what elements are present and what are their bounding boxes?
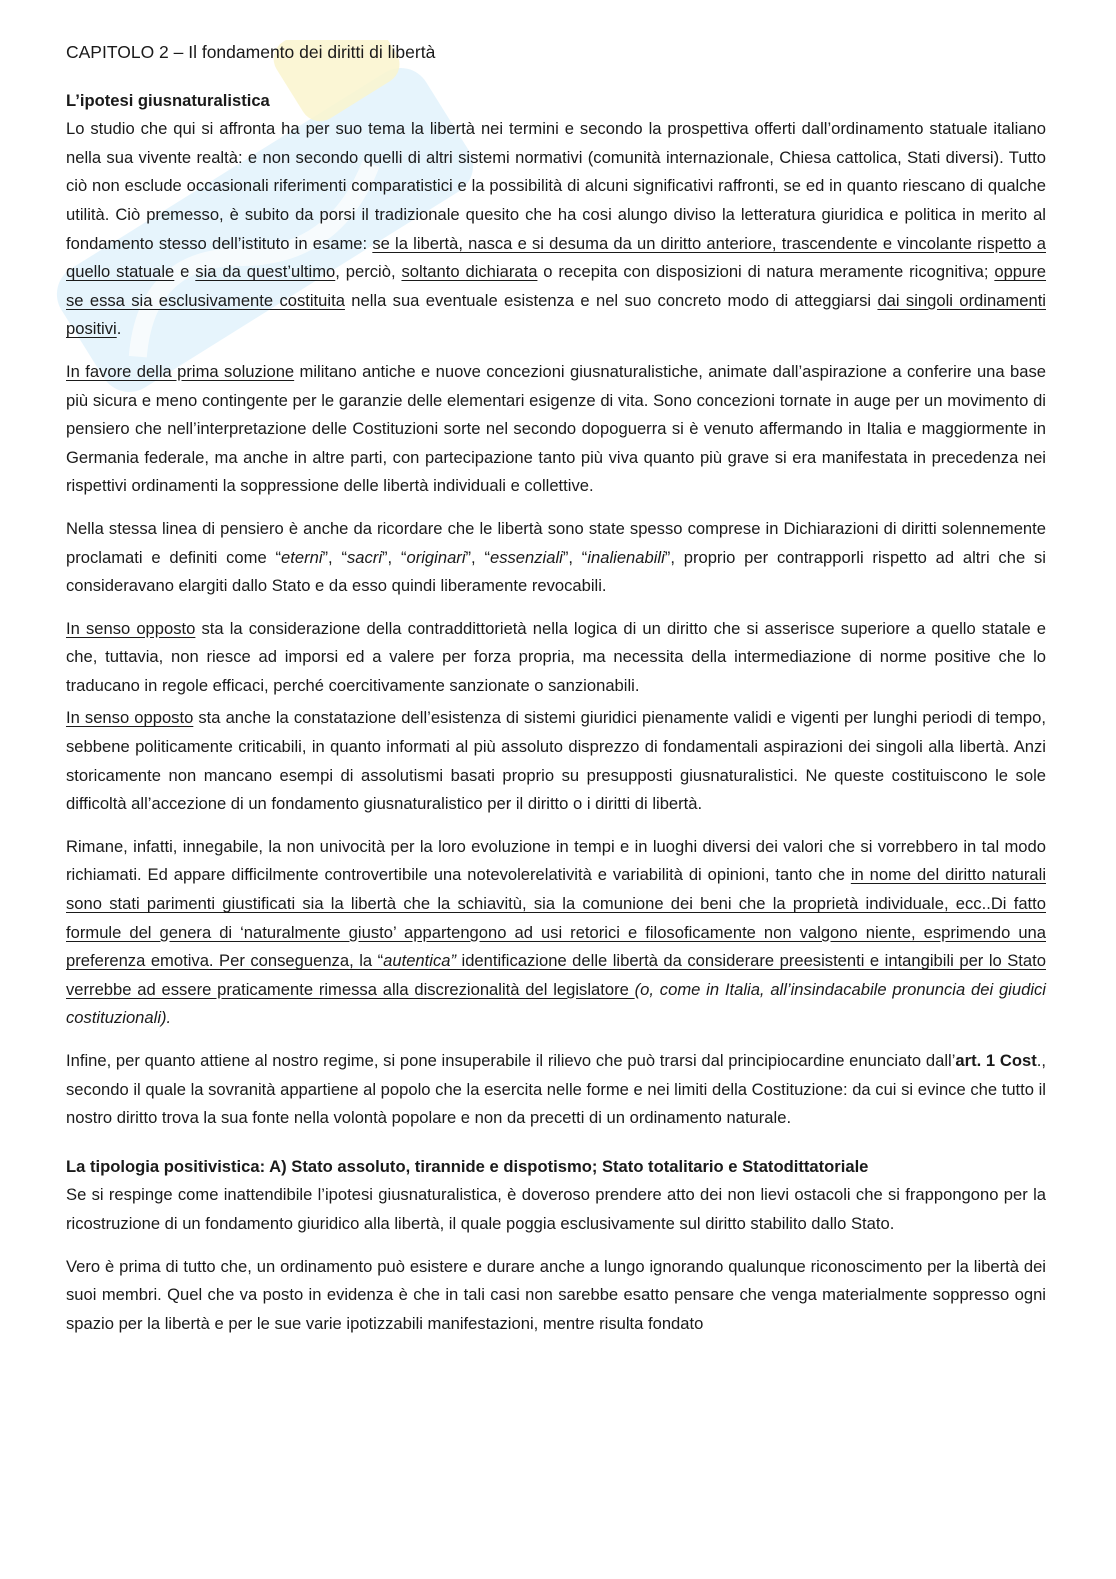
italic-run: essenziali — [489, 547, 563, 567]
italic-run: originari — [406, 547, 466, 567]
text-run: ., secondo il quale la sovranità appartiene al popolo che la esercita nelle forme e nei limiti della Costituzione: da cui si evince che tutto il nostro diritto trova la sua fonte nella volontà popolare e non da precetti di un ordinamento naturale. — [66, 1051, 1046, 1128]
underlined-run: quello statuale — [66, 262, 175, 282]
document-page — [66, 38, 1046, 1352]
text-run: Infine, per quanto attiene al nostro regime, si pone insuperabile il rilievo che può trarsi dal principiocardine enunciato dall’ — [66, 1051, 956, 1070]
text-run: sta anche la constatazione dell’esistenza di sistemi giuridici pienamente validi e vigenti per lunghi periodi di tempo, sebbene politicamente criticabili, in quanto informati al più assoluto disprezzo di fondamentali aspirazioni dei singoli alla libertà. Anzi storicamente non mancano esempi di assolutismi basati proprio su presupposti giusnaturalistici. Ne queste costituiscono le sole difficoltà all’accezione di un fondamento giusnaturalistico per il diritto o i diritti di libertà. — [66, 708, 1046, 814]
text-run: e — [174, 262, 196, 282]
section-heading-positivistica: La tipologia positivistica: A) Stato assoluto, tirannide e dispotismo; Stato totalitario e Statodittatoriale — [66, 1156, 869, 1176]
underlined-run: identificazione delle libertà da considerare preesistenti e intangibili per lo Stato verrebbe ad essere praticamente rimessa alla discrezionalità del legislatore — [66, 951, 1046, 999]
text-run: Nella stessa linea di pensiero è anche da ricordare che le libertà sono state spesso comprese in Dichiarazioni di diritti solennemente proclamati e definiti come “ — [66, 518, 1046, 567]
section-heading-giusnaturalistica: L’ipotesi giusnaturalistica — [66, 90, 270, 110]
text-run: sta la considerazione della contraddittorietà nella logica di un diritto che si asserisce superiore a quello statale e che, tuttavia, non riesce ad imporsi ed a valere per forza propria, ma necessita della intermediazione di norme positive che lo traducano in regole efficaci, perché coercitivamente sanzionate o sanzionabili. — [66, 618, 1047, 695]
text-run: nella sua eventuale esistenza e nel suo concreto modo di atteggiarsi — [344, 290, 878, 310]
underlined-run: In favore della prima soluzione — [66, 361, 295, 381]
paragraph-5 — [66, 704, 1046, 818]
paragraph-9: Vero è prima di tutto che, un ordinamento può esistere e durare anche a lungo ignorando qualunque riconoscimento per la libertà dei suoi membri. Quel che va posto in evidenza è che in tali casi non sarebbe esatto pensare che venga materialmente soppresso ogni spazio per la libertà e per le sue varie ipotizzabili manifestazioni, mentre risulta fondato — [66, 1256, 1046, 1333]
italic-run: (o, come in Italia, all’insindacabile pronuncia dei giudici costituzionali). — [66, 979, 1046, 1028]
paragraph-7 — [66, 1047, 1046, 1133]
underlined-run: in nome del diritto naturali sono stati parimenti giustificati sia la libertà che la schiavitù, sia la comunione dei beni che la proprietà individuale, ecc..Di fatto formule del genera di ‘naturalmente giusto’ appartengono ad usi retorici e filosoficamente non valgono niente, esprimendo una preferenza emotiva. Per conseguenza, la “ — [66, 865, 1046, 971]
text-run: ”, proprio per contrapporli rispetto ad altri che si consideravano elargiti dallo Stato e da esso quindi liberamente revocabili. — [66, 547, 1046, 596]
bold-run: art. 1 Cost — [955, 1051, 1037, 1070]
text-run: Rimane, infatti, innegabile, la non univocità per la loro evoluzione in tempi e in luoghi diversi dei valori che si vorrebbero in tal modo richiamati. Ed appare difficilmente controvertibile una notevolerelatività e variabilità di opinioni, tanto che — [66, 836, 1046, 885]
paragraph-6 — [66, 833, 1046, 1033]
underlined-run: sia da quest’ultimo — [195, 262, 336, 282]
underlined-run: soltanto dichiarata — [401, 262, 538, 282]
text-run: ”, “ — [465, 547, 490, 567]
paragraph-2 — [66, 358, 1046, 501]
text-run: , perciò, — [335, 262, 402, 282]
italic-run: sacri — [346, 547, 383, 567]
text-run: militano antiche e nuove concezioni giusnaturalistiche, animate dall’aspirazione a conferire una base più sicura e meno contingente per le garanzie delle elementari esigenze di vita. Sono concezioni tornate in auge per un movimento di pensiero che nell’interpretazione delle Costituzioni sorte nel secondo dopoguerra si è venuto affermando in Italia e maggiormente in Germania federale, ma anche in altre parti, con partecipazione tanto più viva quanto più grave si era manifestata in precedenza nei rispettivi ordinamenti la soppressione delle libertà individuali e collettive. — [66, 361, 1046, 496]
underlined-italic-run: autentica” — [383, 951, 457, 971]
text-run: ”, “ — [322, 547, 347, 567]
text-run: ”, “ — [562, 547, 588, 567]
text-run: . — [116, 319, 122, 339]
paragraph-4 — [66, 615, 1046, 701]
underlined-run: dai singoli ordinamenti positivi — [66, 290, 1046, 339]
underlined-run: In senso opposto — [66, 618, 196, 638]
text-run: o recepita con disposizioni di natura meramente ricognitiva; — [537, 262, 995, 282]
italic-run: inalienabili — [587, 547, 665, 567]
italic-run: eterni — [281, 547, 323, 567]
underlined-run: se la libertà, nasca e si desuma da un diritto anteriore, trascendente e vincolante rispetto a — [372, 233, 1046, 253]
text-run: Lo studio che qui si affronta ha per suo tema la libertà nei termini e secondo la prospettiva offerti dall’ordinamento statuale italiano nella sua vivente realtà: e non secondo quelli di altri sistemi normativi (comunità internazionale, Chiesa cattolica, Stati diversi). Tutto ciò non esclude occasionali riferimenti comparatistici e la possibilità di alcuni significativi raffronti, se ed in quanto riescano di qualche utilità. Ciò premesso, è subito da porsi il tradizionale quesito che ha cosi alungo diviso la letteratura giuridica e politica in merito al fondamento stesso dell’istituto in esame: — [66, 119, 1046, 253]
paragraph-1 — [66, 115, 1046, 344]
underlined-run: oppure se essa sia esclusivamente costituita — [66, 262, 1047, 310]
paragraph-8: Se si respinge come inattendibile l’ipotesi giusnaturalistica, è doveroso prendere atto dei non lievi ostacoli che si frappongono per la ricostruzione di un fondamento giuridico alla libertà, il quale poggia esclusivamente sul diritto stabilito dallo Stato. — [66, 1185, 1046, 1233]
chapter-title: CAPITOLO 2 – Il fondamento dei diritti di libertà — [66, 42, 436, 62]
underlined-run: In senso opposto — [66, 708, 194, 728]
text-run: ”, “ — [382, 547, 407, 567]
paragraph-3 — [66, 515, 1046, 601]
